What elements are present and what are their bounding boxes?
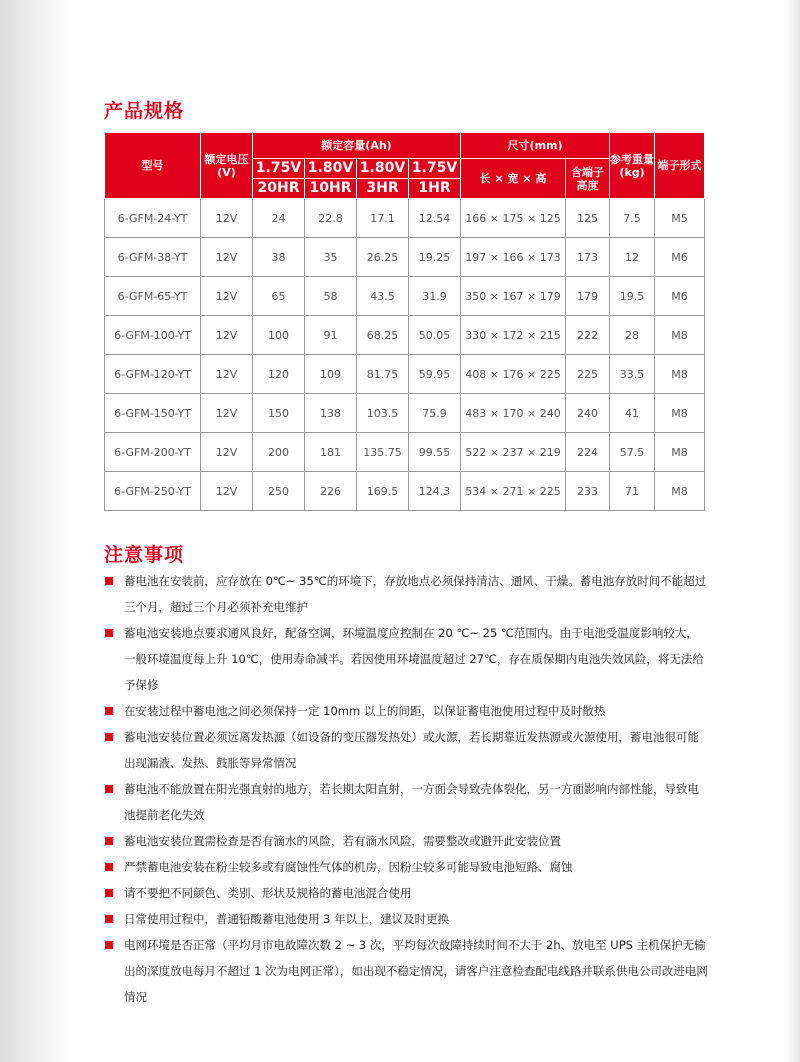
list-item (104, 568, 708, 620)
header-voltage: 额定电压(V) (201, 133, 253, 199)
square-bullet-icon (105, 863, 113, 871)
cell-voltage: 12V (201, 199, 253, 238)
header-terminal-height: 含端子高度 (566, 159, 610, 199)
cell-terminal-type: M8 (655, 316, 705, 355)
cell-lwh: 330 × 172 × 215 (461, 316, 566, 355)
header-rate-voltage-2: 1.80V (305, 159, 357, 179)
note-text: 蓄电池不能放置在阳光强直射的地方，若长期太阳直射，一方面会导致壳体裂化，另一方面影响内部性能，导致电池提前老化失效 (124, 782, 699, 822)
header-size: 尺寸(mm) (461, 133, 610, 159)
cell-cap-3hr: 135.75 (357, 433, 409, 472)
cell-terminal-height: 225 (566, 355, 610, 394)
header-terminal-type: 端子形式 (655, 133, 705, 199)
square-bullet-icon (105, 733, 113, 741)
cell-terminal-type: M8 (655, 394, 705, 433)
cell-cap-3hr: 26.25 (357, 238, 409, 277)
table-row (105, 277, 705, 316)
square-bullet-icon (105, 707, 113, 715)
cell-voltage: 12V (201, 472, 253, 511)
notes-section-title: 注意事项 (104, 544, 185, 566)
cell-terminal-height: 240 (566, 394, 610, 433)
cell-lwh: 534 × 271 × 225 (461, 472, 566, 511)
square-bullet-icon (105, 889, 113, 897)
table-row (105, 394, 705, 433)
note-text: 蓄电池安装位置需检查是否有滴水的风险，若有滴水风险，需要整改或避开此安装位置 (124, 834, 561, 848)
spec-section-title: 产品规格 (104, 100, 185, 122)
page-edge-shadow (0, 0, 70, 1062)
square-bullet-icon (105, 629, 113, 637)
cell-weight: 71 (610, 472, 655, 511)
cell-model: 6-GFM-250-YT (105, 472, 201, 511)
header-rate-voltage-4: 1.75V (409, 159, 461, 179)
header-capacity: 额定容量(Ah) (253, 133, 461, 159)
cell-weight: 12 (610, 238, 655, 277)
cell-terminal-type: M6 (655, 277, 705, 316)
cell-weight: 28 (610, 316, 655, 355)
cell-cap-10hr: 35 (305, 238, 357, 277)
header-rate-hours-3: 3HR (357, 179, 409, 199)
cell-terminal-height: 222 (566, 316, 610, 355)
cell-cap-1hr: 124.3 (409, 472, 461, 511)
cell-terminal-type: M8 (655, 433, 705, 472)
cell-model: 6-GFM-65-YT (105, 277, 201, 316)
cell-voltage: 12V (201, 433, 253, 472)
cell-model: 6-GFM-38-YT (105, 238, 201, 277)
cell-weight: 7.5 (610, 199, 655, 238)
cell-model: 6-GFM-150-YT (105, 394, 201, 433)
cell-cap-1hr: 19.25 (409, 238, 461, 277)
cell-lwh: 166 × 175 × 125 (461, 199, 566, 238)
cell-voltage: 12V (201, 277, 253, 316)
cell-cap-20hr: 200 (253, 433, 305, 472)
cell-model: 6-GFM-100-YT (105, 316, 201, 355)
cell-cap-10hr: 91 (305, 316, 357, 355)
table-row (105, 316, 705, 355)
cell-lwh: 522 × 237 × 219 (461, 433, 566, 472)
note-text: 电网环境是否正常（平均月市电故障次数 2 ~ 3 次，平均每次故障持续时间不大于 2h、放电至 UPS 主机保护无输出的深度放电每月不超过 1 次为电网正常），如出现不稳定情况，请客户注意检查配电线路并联系供电公司改进电网情况 (124, 938, 708, 1004)
cell-terminal-height: 179 (566, 277, 610, 316)
cell-terminal-height: 173 (566, 238, 610, 277)
note-text: 日常使用过程中，普通铅酸蓄电池使用 3 年以上，建议及时更换 (124, 912, 450, 926)
cell-cap-3hr: 17.1 (357, 199, 409, 238)
list-item (104, 828, 708, 854)
cell-cap-20hr: 100 (253, 316, 305, 355)
square-bullet-icon (105, 941, 113, 949)
cell-weight: 33.5 (610, 355, 655, 394)
cell-cap-10hr: 22.8 (305, 199, 357, 238)
cell-terminal-height: 233 (566, 472, 610, 511)
cell-cap-3hr: 81.75 (357, 355, 409, 394)
cell-model: 6-GFM-24-YT (105, 199, 201, 238)
cell-lwh: 350 × 167 × 179 (461, 277, 566, 316)
header-rate-hours-2: 10HR (305, 179, 357, 199)
cell-cap-20hr: 120 (253, 355, 305, 394)
header-lwh: 长 × 宽 × 高 (461, 159, 566, 199)
square-bullet-icon (105, 577, 113, 585)
cell-voltage: 12V (201, 316, 253, 355)
cell-cap-3hr: 43.5 (357, 277, 409, 316)
cell-terminal-type: M8 (655, 355, 705, 394)
cell-cap-20hr: 24 (253, 199, 305, 238)
cell-terminal-height: 224 (566, 433, 610, 472)
list-item (104, 854, 708, 880)
cell-cap-3hr: 169.5 (357, 472, 409, 511)
cell-cap-20hr: 65 (253, 277, 305, 316)
cell-voltage: 12V (201, 394, 253, 433)
cell-weight: 57.5 (610, 433, 655, 472)
cell-cap-10hr: 181 (305, 433, 357, 472)
cell-cap-3hr: 103.5 (357, 394, 409, 433)
header-rate-hours-1: 20HR (253, 179, 305, 199)
list-item (104, 880, 708, 906)
table-row (105, 433, 705, 472)
cell-weight: 41 (610, 394, 655, 433)
cell-model: 6-GFM-120-YT (105, 355, 201, 394)
cell-terminal-height: 125 (566, 199, 610, 238)
cell-cap-20hr: 38 (253, 238, 305, 277)
cell-terminal-type: M5 (655, 199, 705, 238)
table-row (105, 472, 705, 511)
page-edge-shadow-right (786, 0, 800, 1062)
table-row (105, 238, 705, 277)
cell-weight: 19.5 (610, 277, 655, 316)
cell-cap-1hr: 50.05 (409, 316, 461, 355)
cell-lwh: 408 × 176 × 225 (461, 355, 566, 394)
cell-cap-10hr: 58 (305, 277, 357, 316)
square-bullet-icon (105, 837, 113, 845)
cell-terminal-type: M8 (655, 472, 705, 511)
table-row (105, 199, 705, 238)
cell-voltage: 12V (201, 238, 253, 277)
cell-cap-20hr: 150 (253, 394, 305, 433)
cell-model: 6-GFM-200-YT (105, 433, 201, 472)
notes-list (104, 568, 708, 1010)
note-text: 在安装过程中蓄电池之间必须保持一定 10mm 以上的间距，以保证蓄电池使用过程中及时散热 (124, 704, 606, 718)
list-item (104, 724, 708, 776)
list-item (104, 932, 708, 1010)
cell-lwh: 197 × 166 × 173 (461, 238, 566, 277)
note-text: 蓄电池安装地点要求通风良好，配备空调，环境温度应控制在 20 ℃~ 25 ℃范围内。由于电池受温度影响较大，一般环境温度每上升 10℃，使用寿命减半。若因使用环境温度超过 27℃，存在质保期内电池失效风险，将无法给予保修 (124, 626, 704, 692)
cell-cap-1hr: 31.9 (409, 277, 461, 316)
note-text: 蓄电池在安装前，应存放在 0℃~ 35℃的环境下，存放地点必须保持清洁、通风、干燥。蓄电池存放时间不能超过三个月，超过三个月必须补充电维护 (124, 574, 707, 614)
cell-cap-1hr: 59.95 (409, 355, 461, 394)
cell-cap-3hr: 68.25 (357, 316, 409, 355)
cell-lwh: 483 × 170 × 240 (461, 394, 566, 433)
header-rate-voltage-1: 1.75V (253, 159, 305, 179)
cell-terminal-type: M6 (655, 238, 705, 277)
header-weight: 参考重量(kg) (610, 133, 655, 199)
header-rate-voltage-3: 1.80V (357, 159, 409, 179)
header-rate-hours-4: 1HR (409, 179, 461, 199)
cell-voltage: 12V (201, 355, 253, 394)
cell-cap-10hr: 138 (305, 394, 357, 433)
cell-cap-1hr: 12.54 (409, 199, 461, 238)
header-model: 型号 (105, 133, 201, 199)
table-row (105, 355, 705, 394)
cell-cap-1hr: 99.55 (409, 433, 461, 472)
cell-cap-20hr: 250 (253, 472, 305, 511)
list-item (104, 698, 708, 724)
list-item (104, 906, 708, 932)
note-text: 蓄电池安装位置必须远离发热源（如设备的变压器发热处）或火源，若长期靠近发热源或火源使用，蓄电池很可能出现漏液、发热、鼓胀等异常情况 (124, 730, 699, 770)
square-bullet-icon (105, 785, 113, 793)
list-item (104, 620, 708, 698)
list-item (104, 776, 708, 828)
note-text: 严禁蓄电池安装在粉尘较多或有腐蚀性气体的机房，因粉尘较多可能导致电池短路、腐蚀 (124, 860, 573, 874)
note-text: 请不要把不同颜色、类别、形状及规格的蓄电池混合使用 (124, 886, 412, 900)
square-bullet-icon (105, 915, 113, 923)
cell-cap-1hr: 75.9 (409, 394, 461, 433)
spec-table (104, 132, 705, 511)
cell-cap-10hr: 226 (305, 472, 357, 511)
cell-cap-10hr: 109 (305, 355, 357, 394)
